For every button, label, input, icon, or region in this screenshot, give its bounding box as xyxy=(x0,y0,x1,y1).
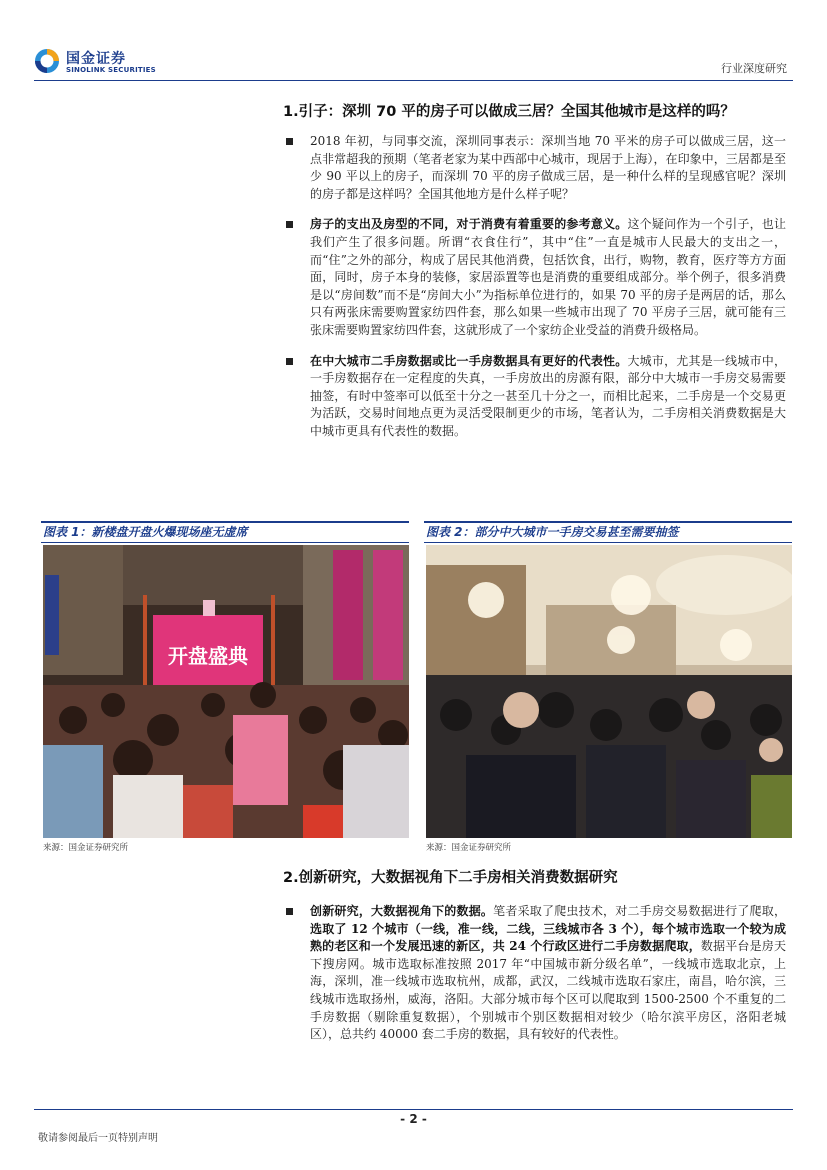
document-type: 行业深度研究 xyxy=(721,62,787,75)
bullet-item xyxy=(283,216,786,339)
bullet-square-icon xyxy=(286,221,293,228)
footer-divider xyxy=(34,1109,793,1110)
figure-2-source: 来源：国金证券研究所 xyxy=(426,843,512,853)
section2-bullets xyxy=(283,903,786,1044)
bullet-lead: 创新研究，大数据视角下的数据。 xyxy=(310,904,494,918)
section1-bullets xyxy=(283,133,786,441)
page-header xyxy=(0,0,827,80)
bullet-text: 大城市，尤其是一线城市中，一手房数据存在一定程度的失真，一手房放出的房源有限，部分中大城市一手房交易需要抽签，有时中签率可以低至十分之一甚至几十分之一，而相比起来，二手房是一个交易更为活跃，交易时间地点更为灵活受限制更少的市场，笔者认为，二手房相关消费数据是大中城市更具有代表性的数据。 xyxy=(310,353,786,438)
sales-event-crowd-photo xyxy=(43,545,409,838)
bullet-text: 笔者采取了爬虫技术，对二手房交易数据进行了爬取， xyxy=(493,904,786,918)
bullet-square-icon xyxy=(286,138,293,145)
bullet-text: 数据平台是房天下搜房网。城市选取标准按照 2017 年“中国城市新分级名单”，一线城市选取北京，上海，深圳，准一线城市选取杭州，成都，武汉，二线城市选取石家庄，南昌，哈尔滨，三线城市选取扬州，威海，洛阳。大部分城市每个区可以爬取到 1500-2500 个不重复的二手房数据（剔除重复数据），个别城市个别区数据相对较少（哈尔滨平房区，洛阳老城区），总共约 40000 套二手房的数据，具有较好的代表性。 xyxy=(310,939,786,1042)
figure-1-title: 图表 1：新楼盘开盘火爆现场座无虚席 xyxy=(41,521,409,543)
figure-1 xyxy=(41,521,409,853)
bullet-lead: 在中大城市二手房数据或比一手房数据具有更好的代表性。 xyxy=(310,353,628,368)
disclaimer-note: 敬请参阅最后一页特别声明 xyxy=(38,1133,158,1144)
section1-heading: 1.引子：深圳 70 平的房子可以做成三居？全国其他城市是这样的吗？ xyxy=(283,104,735,120)
bullet-text: 这个疑问作为一个引子，也让我们产生了很多问题。所谓“衣食住行”，其中“住”一直是城市人民最大的支出之一，而“住”之外的部分，构成了居民其他消费，包括饮食，出行，购物，教育，医疗等方方面面，同时，房子本身的装修，家居添置等也是消费的重要组成部分。举个例子，很多消费是以“房间数”而不是“房间大小”为指标单位进行的，如果 70 平的房子是两居的话，那么只有两张床需要购置家纺四件套，那么如果一些城市出现了 70 平房子三居，就可能有三张床需要购置家纺四件套，这就形成了一个家纺企业受益的消费升级格局。 xyxy=(310,217,786,337)
bullet-item xyxy=(283,353,786,441)
bullet-item xyxy=(283,903,786,1044)
figure-2-title: 图表 2：部分中大城市一手房交易甚至需要抽签 xyxy=(424,521,792,543)
sinolink-logo-icon xyxy=(34,48,60,74)
figure-2-photo xyxy=(426,545,792,838)
logo-chinese-name: 国金证券 xyxy=(66,51,126,67)
page-number: - 2 - xyxy=(400,1112,427,1126)
bullet-item xyxy=(283,133,786,203)
figure-1-photo xyxy=(43,545,409,838)
bullet-square-icon xyxy=(286,908,293,915)
bullet-lead: 房子的支出及房型的不同，对于消费有着重要的参考意义。 xyxy=(310,217,628,232)
section2-heading: 2.创新研究，大数据视角下二手房相关消费数据研究 xyxy=(283,870,618,886)
logo-english-name: SINOLINK SECURITIES xyxy=(66,66,156,74)
header-divider xyxy=(34,80,793,81)
lottery-hall-crowd-photo xyxy=(426,545,792,838)
bullet-emphasis: 选取了 12 个城市（一线，准一线，二线，三线城市各 3 个），每个城市选取一个较为成熟的老区和一个发展迅速的新区，共 24 个行政区进行二手房数据爬取， xyxy=(310,921,786,954)
banner-text: 开盘盛典 xyxy=(168,644,248,668)
figure-1-source: 来源：国金证券研究所 xyxy=(43,843,129,853)
company-logo xyxy=(34,46,164,80)
figure-2 xyxy=(424,521,792,853)
bullet-text: 2018 年初，与同事交流，深圳同事表示：深圳当地 70 平米的房子可以做成三居，这一点非常超我的预期（笔者老家为某中西部中心城市，现居于上海），在印象中，三居都是至少 90 平以上的房子，而深圳 70 平的房子做成三居，是一种什么样的呈现感官呢？深圳的房子都是这样吗？全国其他地方是什么样子呢？ xyxy=(310,134,786,201)
bullet-square-icon xyxy=(286,358,293,365)
